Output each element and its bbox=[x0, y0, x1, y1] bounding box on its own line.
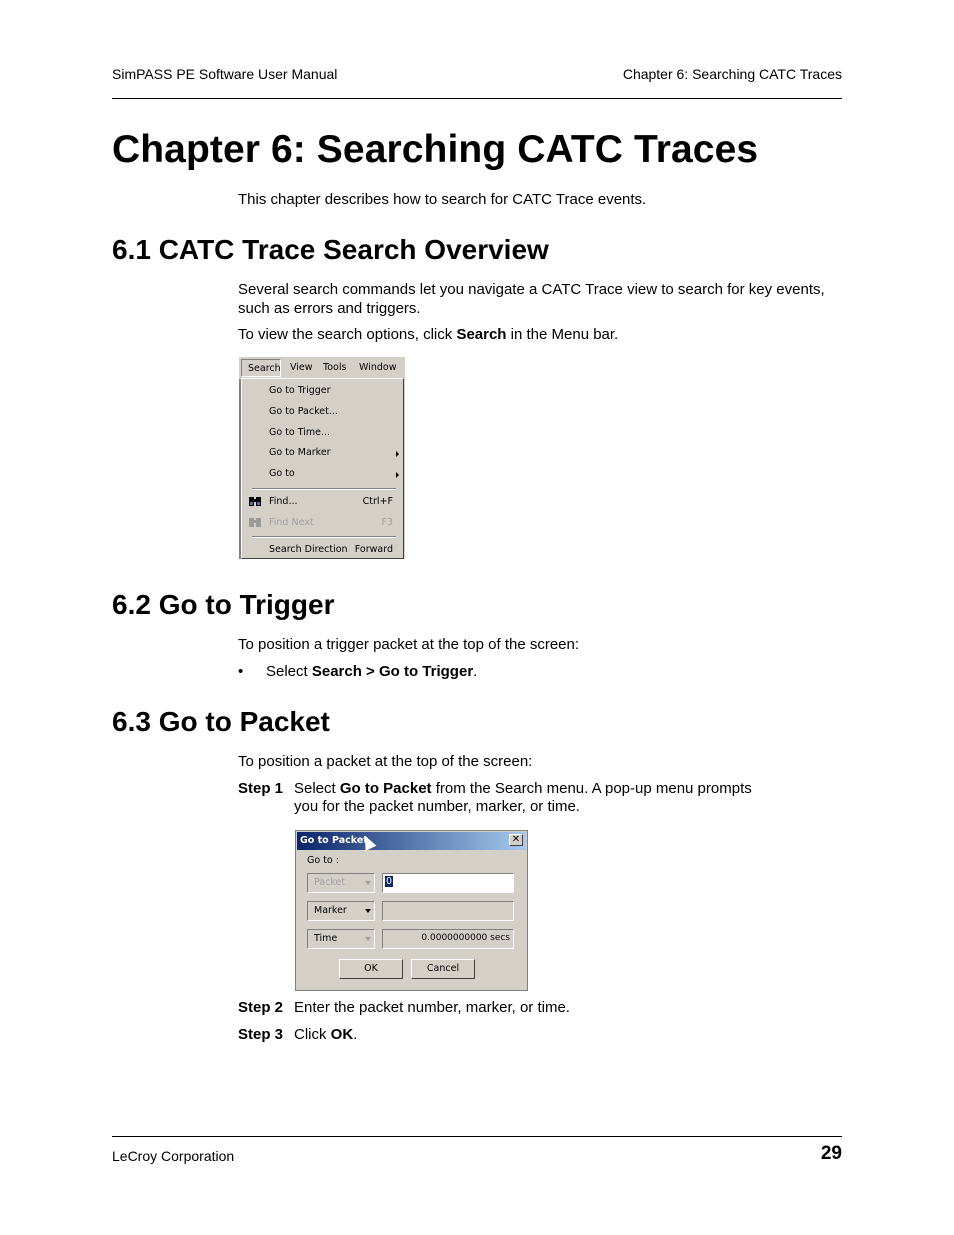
bullet-text: Select bbox=[266, 663, 312, 680]
go-to-packet-dialog bbox=[295, 830, 528, 991]
header-rule bbox=[112, 98, 842, 99]
step-3-label: Step 3 bbox=[238, 1026, 284, 1043]
menu-item-go-to-packet[interactable]: Go to Packet... bbox=[269, 406, 338, 417]
section-6-1-para2 bbox=[238, 325, 618, 344]
step-1-line2: you for the packet number, marker, or time. bbox=[294, 798, 580, 815]
menu-item-find-next: Find Next bbox=[269, 517, 314, 528]
section-6-1-para1-line1: Several search commands let you navigate a CATC Trace view to search for key events, bbox=[238, 281, 825, 298]
step-1-pre: Select bbox=[294, 780, 340, 797]
step-1-label: Step 1 bbox=[238, 780, 284, 797]
binoculars-icon bbox=[248, 494, 262, 508]
step-3-bold: OK bbox=[330, 1026, 354, 1043]
ok-button[interactable]: OK bbox=[339, 959, 403, 979]
menu-item-go-to-time[interactable]: Go to Time... bbox=[269, 427, 331, 438]
menubar-window[interactable]: Window bbox=[359, 362, 397, 373]
para2-bold: Search bbox=[456, 326, 507, 343]
chevron-down-icon bbox=[365, 881, 371, 885]
step-3-post: . bbox=[353, 1026, 358, 1043]
menubar-tools[interactable]: Tools bbox=[323, 362, 347, 373]
menu-item-go-to-marker[interactable]: Go to Marker bbox=[269, 447, 331, 458]
dialog-title: Go to Packet bbox=[300, 835, 368, 846]
footer-rule bbox=[112, 1136, 842, 1137]
menubar-search[interactable]: Search bbox=[241, 359, 281, 377]
chapter-title: Chapter 6: Searching CATC Traces bbox=[112, 128, 759, 171]
time-field bbox=[382, 929, 514, 949]
bullet-marker: • bbox=[238, 663, 244, 680]
menu-item-go-to-trigger[interactable]: Go to Trigger bbox=[269, 385, 331, 396]
menu-item-find[interactable]: Find... bbox=[269, 496, 298, 507]
running-header-title: SimPASS PE Software User Manual bbox=[112, 66, 338, 82]
page-number: 29 bbox=[820, 1143, 842, 1164]
para2-text: To view the search options, click bbox=[238, 326, 457, 343]
close-button[interactable]: ✕ bbox=[509, 834, 523, 846]
submenu-arrow-icon bbox=[396, 472, 399, 478]
step-2-text: Enter the packet number, marker, or time. bbox=[294, 999, 570, 1016]
chapter-intro: This chapter describes how to search for CATC Trace events. bbox=[238, 191, 647, 208]
search-menu-screenshot bbox=[239, 357, 405, 559]
menu-item-go-to[interactable]: Go to bbox=[269, 468, 295, 479]
step-2-label: Step 2 bbox=[238, 999, 284, 1016]
search-dropdown bbox=[241, 378, 404, 559]
goto-label: Go to : bbox=[307, 855, 339, 866]
marker-combo-label: Marker bbox=[314, 905, 347, 916]
footer-company: LeCroy Corporation bbox=[112, 1148, 235, 1164]
section-6-1-heading: 6.1 CATC Trace Search Overview bbox=[112, 234, 549, 265]
menu-separator bbox=[252, 488, 396, 490]
marker-field bbox=[382, 901, 514, 921]
bullet-item bbox=[266, 662, 477, 681]
packet-combo[interactable] bbox=[307, 873, 375, 893]
packet-combo-label: Packet bbox=[314, 877, 346, 888]
menubar-view[interactable]: View bbox=[290, 362, 313, 373]
section-6-1-para1-line2: such as errors and triggers. bbox=[238, 300, 421, 317]
step-1-bold: Go to Packet bbox=[339, 780, 432, 797]
section-6-2-heading: 6.2 Go to Trigger bbox=[112, 589, 335, 620]
packet-input[interactable] bbox=[382, 873, 514, 893]
step-3-pre: Click bbox=[294, 1026, 331, 1043]
section-6-3-para: To position a packet at the top of the screen: bbox=[238, 753, 533, 770]
menu-separator bbox=[252, 536, 396, 538]
chevron-down-icon bbox=[365, 909, 371, 913]
section-6-2-para: To position a trigger packet at the top of the screen: bbox=[238, 636, 580, 653]
para2-text-end: in the Menu bar. bbox=[506, 326, 619, 343]
bullet-text-end: . bbox=[473, 663, 478, 680]
dialog-titlebar bbox=[297, 832, 526, 850]
find-next-shortcut: F3 bbox=[381, 517, 393, 528]
step-3-text bbox=[294, 1025, 357, 1044]
cancel-button[interactable]: Cancel bbox=[411, 959, 475, 979]
time-combo[interactable] bbox=[307, 929, 375, 949]
bullet-bold: Search > Go to Trigger bbox=[311, 663, 474, 680]
submenu-arrow-icon bbox=[396, 451, 399, 457]
marker-combo[interactable] bbox=[307, 901, 375, 921]
find-shortcut: Ctrl+F bbox=[362, 496, 393, 507]
search-direction-value: Forward bbox=[354, 544, 393, 555]
step-1-post: from the Search menu. A pop-up menu prompts bbox=[431, 780, 752, 797]
running-header-chapter: Chapter 6: Searching CATC Traces bbox=[622, 66, 842, 82]
mouse-cursor-icon bbox=[360, 833, 377, 851]
packet-input-value: 0 bbox=[386, 876, 393, 887]
menubar bbox=[239, 357, 405, 379]
menu-item-search-direction[interactable]: Search Direction bbox=[269, 544, 348, 555]
section-6-3-heading: 6.3 Go to Packet bbox=[112, 706, 330, 737]
time-value: 0.0000000000 secs bbox=[421, 933, 510, 943]
time-combo-label: Time bbox=[314, 933, 338, 944]
step-1-text bbox=[294, 779, 752, 798]
chevron-down-icon bbox=[365, 937, 371, 941]
find-next-icon bbox=[248, 515, 262, 529]
